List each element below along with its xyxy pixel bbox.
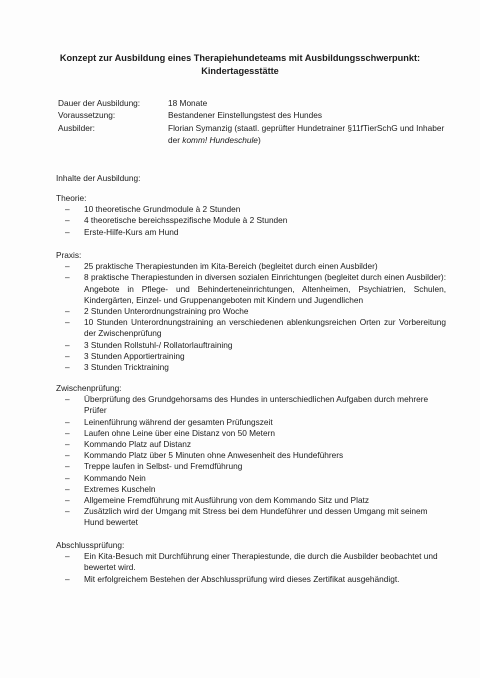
praxis-list — [56, 261, 446, 373]
meta-row-trainer — [58, 122, 448, 147]
list-item: – Zusätzlich wird der Umgang mit Stress bei dem Hundeführer und dessen Umgang mit seinem Hund bewertet — [56, 506, 446, 528]
list-item: – 4 theoretische bereichsspezifische Module à 2 Stunden — [56, 215, 446, 226]
list-item: – Extremes Kuscheln — [56, 484, 446, 495]
list-item: – 3 Stunden Apportiertraining — [56, 351, 446, 362]
list-item: – Ein Kita-Besuch mit Durchführung einer Therapiestunde, die durch die Ausbilder beobachtet und bewertet wird. — [56, 551, 446, 573]
list-item: – Kommando Nein — [56, 473, 446, 484]
zwischenpruefung-heading: Zwischenprüfung: — [56, 383, 122, 393]
inhalte-heading: Inhalte der Ausbildung: — [56, 173, 141, 183]
meta-value: Bestandener Einstellungstest des Hundes — [168, 110, 323, 121]
title-line-1: Konzept zur Ausbildung eines Therapiehundeteams mit Ausbildungsschwerpunkt: — [59, 53, 421, 63]
list-item: – Mit erfolgreichem Bestehen der Abschlussprüfung wird dieses Zertifikat ausgehändigt. — [56, 574, 446, 585]
meta-table — [58, 97, 448, 146]
list-item: – Überprüfung des Grundgehorsams des Hundes in unterschiedlichen Aufgaben durch mehrere Prüfer — [56, 394, 446, 416]
trainer-text-end: ) — [257, 134, 261, 145]
list-item: – 3 Stunden Rollstuhl-/ Rollatorlauftraining — [56, 340, 446, 351]
list-item: – Treppe laufen in Selbst- und Fremdführung — [56, 461, 446, 472]
meta-key: Voraussetzung: — [58, 110, 116, 121]
praxis-section — [56, 250, 446, 373]
meta-row-prerequisite — [58, 109, 448, 121]
abschlusspruefung-list — [56, 551, 446, 585]
title-line-2: Kindertagesstätte — [201, 66, 279, 76]
trainer-school-name: komm! Hundeschule — [182, 134, 258, 145]
list-item: – Kommando Platz über 5 Minuten ohne Anwesenheit des Hundeführers — [56, 450, 446, 461]
meta-value: 18 Monate — [168, 98, 208, 108]
list-item: – Erste-Hilfe-Kurs am Hund — [56, 227, 446, 238]
theorie-list — [56, 204, 446, 238]
meta-row-duration — [58, 97, 448, 109]
list-item: – 8 praktische Therapiestunden in diversen sozialen Einrichtungen (begleitet durch einen Ausbilder): Angebote in Pflege- und Behinderteneinrichtungen, Altenheimen, Psychiatrien, Schulen, Kindergärten, Einzel- und Gruppenangeboten mit Kindern und Jugendlichen — [56, 272, 446, 306]
trainer-text: Florian Symanzig (staatl. geprüfter Hundetrainer §11fTierSchG und Inhaber der — [168, 122, 445, 145]
content-heading-block — [56, 173, 140, 184]
meta-key: Dauer der Ausbildung: — [58, 98, 141, 108]
list-item: – 25 praktische Therapiestunden im Kita-Bereich (begleitet durch einen Ausbilder) — [56, 261, 446, 272]
zwischenpruefung-section — [56, 383, 446, 529]
zwischenpruefung-list — [56, 394, 446, 528]
meta-key: Ausbilder: — [58, 122, 95, 133]
list-item: – 3 Stunden Tricktraining — [56, 362, 446, 373]
list-item: – 10 Stunden Unterordnungstraining an verschiedenen ablenkungsreichen Orten zur Vorbereitung der Zwischenprüfung — [56, 317, 446, 339]
meta-value — [168, 122, 448, 147]
list-item: – Leinenführung während der gesamten Prüfungszeit — [56, 417, 446, 428]
abschlusspruefung-heading: Abschlussprüfung: — [56, 540, 125, 550]
theorie-section — [56, 193, 446, 238]
document-title — [40, 52, 440, 78]
list-item: – Allgemeine Fremdführung mit Ausführung von dem Kommando Sitz und Platz — [56, 495, 446, 506]
theorie-heading: Theorie: — [56, 193, 87, 203]
list-item: – Laufen ohne Leine über eine Distanz von 50 Metern — [56, 428, 446, 439]
abschlusspruefung-section — [56, 540, 446, 585]
praxis-heading: Praxis: — [56, 250, 82, 260]
list-item: – Kommando Platz auf Distanz — [56, 439, 446, 450]
list-item: – 10 theoretische Grundmodule à 2 Stunden — [56, 204, 446, 215]
list-item: – 2 Stunden Unterordnungstraining pro Woche — [56, 306, 446, 317]
